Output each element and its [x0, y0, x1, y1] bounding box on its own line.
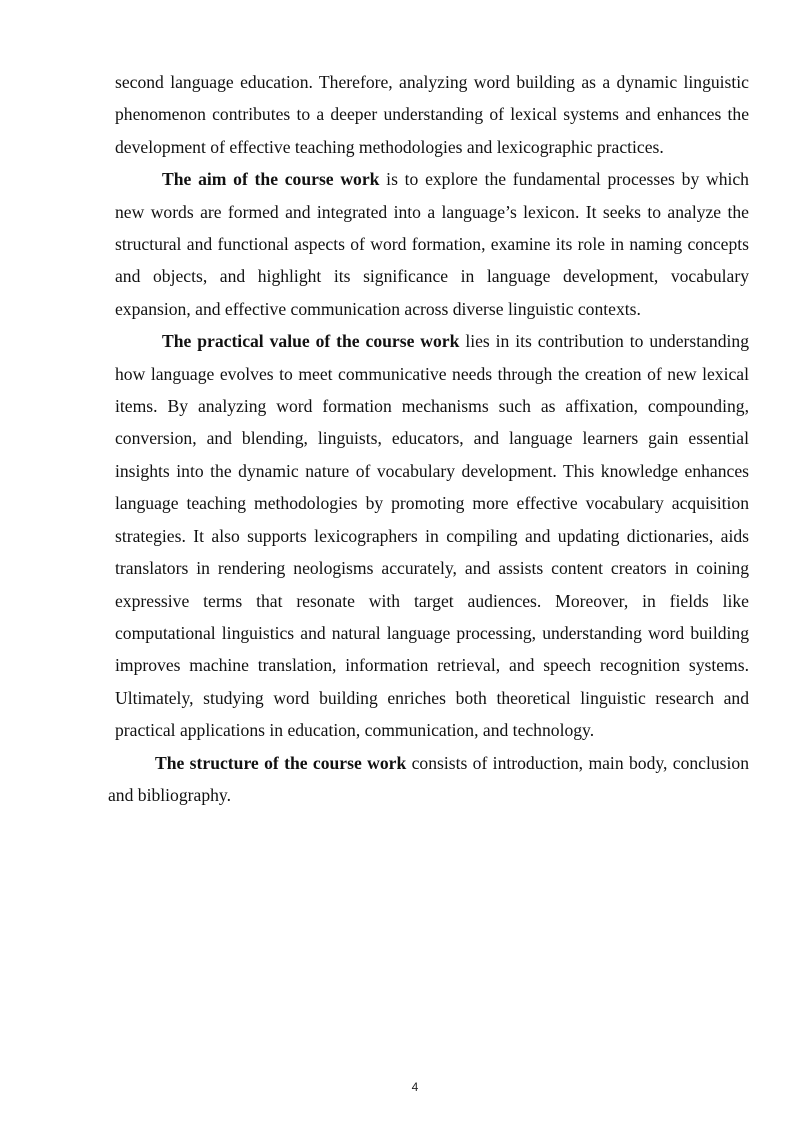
paragraph-structure [108, 747, 749, 812]
paragraph-aim [115, 163, 749, 325]
document-page [108, 66, 750, 811]
page-number: 4 [411, 1080, 419, 1094]
paragraph-lead: The practical value of the course work [162, 331, 460, 352]
paragraph-continuation [115, 66, 749, 163]
paragraph-text: is to explore the fundamental processes by which new words are formed and integrated into a language’s lexicon. It seeks to analyze the structural and functional aspects of word formation, examine its role in naming concepts and objects, and highlight its significance in language development, vocabulary expansion, and effective communication across diverse linguistic contexts. [115, 169, 749, 319]
paragraph-text: lies in its contribution to understanding how language evolves to meet communicative needs through the creation of new lexical items. By analyzing word formation mechanisms such as affixation, compounding, conversion, and blending, linguists, educators, and language learners gain essential insights into the dynamic nature of vocabulary development. This knowledge enhances language teaching methodologies by promoting more effective vocabulary acquisition strategies. It also supports lexicographers in compiling and updating dictionaries, aids translators in rendering neologisms accurately, and assists content creators in coining expressive terms that resonate with target audiences. Moreover, in fields like computational linguistics and natural language processing, understanding word building improves machine translation, information retrieval, and speech recognition systems. Ultimately, studying word building enriches both theoretical linguistic research and practical applications in education, communication, and technology. [115, 331, 750, 741]
paragraph-practical-value [115, 325, 749, 746]
paragraph-text: consists of introduction, main body, conclusion and bibliography. [108, 752, 749, 805]
paragraph-text: second language education. Therefore, analyzing word building as a dynamic linguistic phenomenon contributes to a deeper understanding of lexical systems and enhances the development of effective teaching methodologies and lexicographic practices. [115, 72, 749, 157]
paragraph-lead: The aim of the course work [162, 169, 380, 190]
paragraph-lead: The structure of the course work [155, 752, 407, 773]
